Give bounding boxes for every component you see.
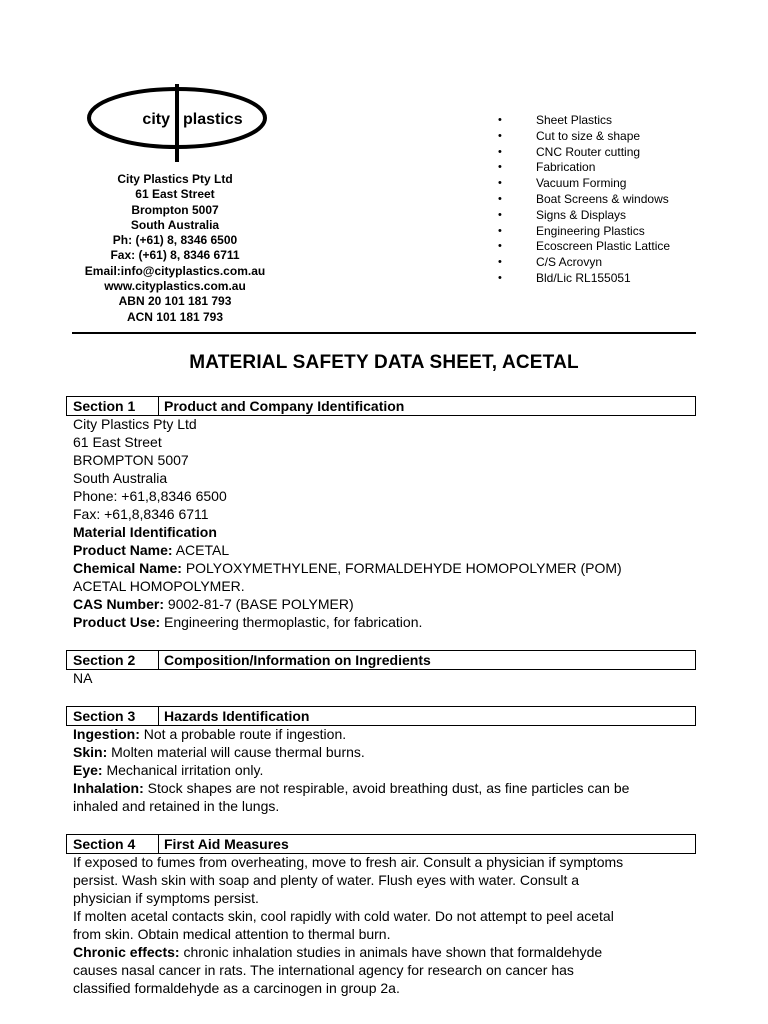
section-number: Section 1: [73, 398, 136, 414]
section-4-body: [73, 853, 698, 997]
inhalation-continuation: inhaled and retained in the lungs.: [73, 798, 280, 814]
chronic-effects-label: Chronic effects:: [73, 944, 180, 960]
header-cell-divider: [158, 651, 159, 669]
chemical-name-row: [73, 559, 698, 577]
section-3-body: [73, 725, 698, 815]
header-cell-divider: [158, 397, 159, 415]
product-use-row: [73, 613, 698, 631]
services-list-item: [498, 239, 670, 255]
ingestion-label: Ingestion:: [73, 726, 140, 742]
company-line: BROMPTON 5007: [73, 452, 189, 468]
bullet-icon: •: [498, 271, 502, 284]
bullet-icon: •: [498, 224, 502, 237]
skin-row: [73, 743, 698, 761]
product-use-value: Engineering thermoplastic, for fabrication.: [160, 614, 423, 630]
logo-word-city: city: [142, 111, 170, 128]
services-list-item: [498, 176, 670, 192]
first-aid-line: from skin. Obtain medical attention to thermal burn.: [73, 926, 391, 942]
cas-number-label: CAS Number:: [73, 596, 165, 612]
chemical-name-continuation: ACETAL HOMOPOLYMER.: [73, 578, 245, 594]
bullet-icon: •: [498, 177, 502, 190]
company-fax: Fax: (+61) 8, 8346 6711: [110, 248, 240, 263]
services-list-item: [498, 271, 670, 287]
section-1-body: [73, 415, 698, 631]
product-name-value: ACETAL: [172, 542, 230, 558]
service-label: Ecoscreen Plastic Lattice: [536, 239, 671, 254]
section-4-header: [66, 834, 696, 854]
services-list-item: [498, 129, 670, 145]
ingestion-value: Not a probable route if ingestion.: [139, 726, 347, 742]
company-acn: ACN 101 181 793: [126, 309, 224, 324]
company-line: 61 East Street: [73, 434, 162, 450]
service-label: Signs & Displays: [536, 207, 627, 222]
chemical-name-value: POLYOXYMETHYLENE, FORMALDEHYDE HOMOPOLYMER (POM): [181, 560, 622, 576]
section-number: Section 3: [73, 708, 136, 724]
ingestion-row: [73, 725, 698, 743]
first-aid-line: If molten acetal contacts skin, cool rapidly with cold water. Do not attempt to peel acetal: [73, 908, 614, 924]
services-list-item: [498, 160, 670, 176]
chronic-effects-value: chronic inhalation studies in animals have shown that formaldehyde: [179, 944, 603, 960]
skin-value: Molten material will cause thermal burns.: [107, 744, 365, 760]
bullet-icon: •: [498, 114, 502, 126]
inhalation-value: Stock shapes are not respirable, avoid breathing dust, as fine particles can be: [143, 780, 630, 796]
bullet-icon: •: [498, 145, 502, 158]
city-plastics-logo: [86, 82, 268, 164]
eye-label: Eye:: [73, 762, 103, 778]
company-line: Phone: +61,8,8346 6500: [73, 488, 227, 504]
services-list-item: [498, 145, 670, 161]
company-line: South Australia: [73, 470, 168, 486]
company-phone: Ph: (+61) 8, 8346 6500: [112, 233, 238, 248]
header-cell-divider: [158, 835, 159, 853]
section-title: First Aid Measures: [164, 836, 289, 852]
services-list-item: [498, 113, 670, 129]
service-label: C/S Acrovyn: [536, 255, 603, 270]
service-label: Bld/Lic RL155051: [536, 270, 631, 285]
services-list-item: [498, 192, 670, 208]
chronic-effects-row: [73, 943, 698, 961]
company-state: South Australia: [130, 217, 220, 232]
company-address-block: [70, 172, 280, 325]
inhalation-label: Inhalation:: [73, 780, 144, 796]
chronic-effects-continuation: classified formaldehyde as a carcinogen in group 2a.: [73, 980, 400, 996]
service-label: Sheet Plastics: [536, 113, 613, 127]
service-label: Fabrication: [536, 160, 596, 175]
company-name: City Plastics Pty Ltd: [117, 172, 233, 186]
cas-number-row: [73, 595, 698, 613]
service-label: CNC Router cutting: [536, 144, 641, 159]
bullet-icon: •: [498, 161, 502, 174]
bullet-icon: •: [498, 192, 502, 205]
inhalation-row: [73, 779, 698, 797]
header-cell-divider: [158, 707, 159, 725]
skin-label: Skin:: [73, 744, 108, 760]
service-label: Vacuum Forming: [536, 176, 627, 191]
bullet-icon: •: [498, 129, 502, 142]
service-label: Engineering Plastics: [536, 223, 645, 238]
chemical-name-label: Chemical Name:: [73, 560, 182, 576]
company-line: Fax: +61,8,8346 6711: [73, 506, 209, 522]
bullet-icon: •: [498, 240, 502, 253]
section-2-body: [73, 669, 698, 687]
section-number: Section 4: [73, 836, 136, 852]
product-name-row: [73, 541, 698, 559]
services-list: [498, 113, 670, 287]
eye-row: [73, 761, 698, 779]
material-identification-heading: [73, 523, 698, 541]
services-list-item: [498, 224, 670, 240]
company-website: www.cityplastics.com.au: [104, 279, 246, 294]
document-title: MATERIAL SAFETY DATA SHEET, ACETAL: [189, 352, 579, 373]
section-title: Product and Company Identification: [164, 398, 405, 414]
services-list-item: [498, 255, 670, 271]
logo-word-plastics: plastics: [183, 111, 243, 128]
bullet-icon: •: [498, 208, 502, 221]
company-suburb: Brompton 5007: [131, 202, 219, 217]
bullet-icon: •: [498, 256, 502, 269]
first-aid-line: persist. Wash skin with soap and plenty of water. Flush eyes with water. Consult a: [73, 872, 580, 888]
product-use-label: Product Use:: [73, 614, 161, 630]
services-list-item: [498, 208, 670, 224]
cas-number-value: 9002-81-7 (BASE POLYMER): [164, 596, 354, 612]
section-2-header: [66, 650, 696, 670]
section-1-header: [66, 396, 696, 416]
eye-value: Mechanical irritation only.: [102, 762, 264, 778]
section-title: Composition/Information on Ingredients: [164, 652, 431, 668]
section-3-header: [66, 706, 696, 726]
service-label: Boat Screens & windows: [536, 191, 669, 206]
header-divider: [72, 332, 696, 334]
composition-text: NA: [73, 670, 93, 686]
product-name-label: Product Name:: [73, 542, 173, 558]
material-identification-label: Material Identification: [73, 524, 217, 540]
chronic-effects-continuation: causes nasal cancer in rats. The international agency for research on cancer has: [73, 962, 574, 978]
first-aid-line: If exposed to fumes from overheating, move to fresh air. Consult a physician if symptoms: [73, 854, 624, 870]
company-street: 61 East Street: [135, 187, 215, 202]
section-title: Hazards Identification: [164, 708, 310, 724]
first-aid-line: physician if symptoms persist.: [73, 890, 259, 906]
company-email: Email:info@cityplastics.com.au: [84, 263, 266, 278]
service-label: Cut to size & shape: [536, 128, 641, 143]
company-line: City Plastics Pty Ltd: [73, 416, 197, 432]
company-abn: ABN 20 101 181 793: [118, 294, 232, 309]
section-number: Section 2: [73, 652, 136, 668]
